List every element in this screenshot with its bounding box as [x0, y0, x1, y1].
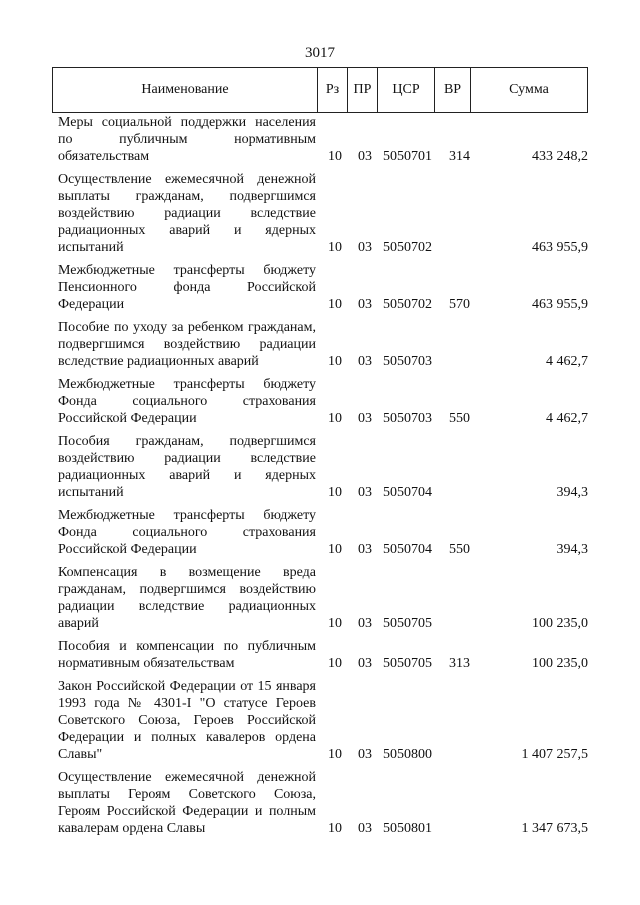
table-row: [58, 433, 588, 501]
row-name: Меры социальной поддержки населения по публичным нормативным обязательствам: [58, 115, 316, 164]
row-name: Пособия гражданам, подвергшимся воздействию радиации вследствие радиационных аварий и ядерных испытаний: [58, 434, 316, 500]
row-sum: 463 955,9: [532, 240, 588, 255]
page-number: 3017: [305, 45, 335, 61]
row-name: Закон Российской Федерации от 15 января 1993 года № 4301-I "О статусе Героев Советского Союза, Героев Российской Федерации и полных кавалеров ордена Славы": [58, 679, 316, 762]
row-csr: 5050701: [383, 149, 432, 164]
table-row: [58, 114, 588, 165]
row-csr: 5050702: [383, 297, 432, 312]
row-name: Межбюджетные трансферты бюджету Фонда социального страхования Российской Федерации: [58, 377, 316, 426]
row-sum: 4 462,7: [546, 354, 588, 369]
row-csr: 5050702: [383, 240, 432, 255]
row-vr: 550: [449, 411, 470, 426]
column-header-sum: Сумма: [509, 82, 549, 97]
table-row: [58, 507, 588, 558]
row-rz: 10: [328, 149, 342, 164]
row-name: Межбюджетные трансферты бюджету Пенсионного фонда Российской Федерации: [58, 263, 316, 312]
row-rz: 10: [328, 747, 342, 762]
row-pr: 03: [358, 240, 372, 255]
row-pr: 03: [358, 354, 372, 369]
row-sum: 1 347 673,5: [521, 821, 588, 836]
row-pr: 03: [358, 616, 372, 631]
row-csr: 5050801: [383, 821, 432, 836]
row-sum: 100 235,0: [532, 616, 588, 631]
row-pr: 03: [358, 542, 372, 557]
table-header: [52, 67, 588, 113]
row-rz: 10: [328, 542, 342, 557]
row-csr: 5050703: [383, 411, 432, 426]
row-vr: 550: [449, 542, 470, 557]
table-row: [58, 376, 588, 427]
row-csr: 5050704: [383, 542, 432, 557]
row-pr: 03: [358, 821, 372, 836]
row-vr: 313: [449, 656, 470, 671]
row-vr: 570: [449, 297, 470, 312]
row-name: Осуществление ежемесячной денежной выплаты гражданам, подвергшимся воздействию радиации вследствие радиационных аварий и ядерных испытаний: [58, 172, 316, 255]
row-pr: 03: [358, 485, 372, 500]
row-rz: 10: [328, 656, 342, 671]
column-header-pr: ПР: [348, 68, 378, 112]
row-rz: 10: [328, 411, 342, 426]
row-sum: 463 955,9: [532, 297, 588, 312]
row-rz: 10: [328, 240, 342, 255]
row-sum: 4 462,7: [546, 411, 588, 426]
table-body: [58, 114, 588, 837]
row-rz: 10: [328, 485, 342, 500]
column-header-name: Наименование: [53, 68, 318, 112]
row-pr: 03: [358, 411, 372, 426]
row-sum: 433 248,2: [532, 149, 588, 164]
table-row: [58, 638, 588, 672]
row-csr: 5050704: [383, 485, 432, 500]
row-csr: 5050705: [383, 656, 432, 671]
row-rz: 10: [328, 821, 342, 836]
table-row: [58, 171, 588, 256]
row-name: Пособие по уходу за ребенком гражданам, подвергшимся воздействию радиации вследствие радиационных аварий: [58, 320, 316, 369]
row-sum: 394,3: [556, 542, 588, 557]
row-rz: 10: [328, 616, 342, 631]
row-name: Компенсация в возмещение вреда гражданам, подвергшимся воздействию радиации вследствие радиационных аварий: [58, 565, 316, 631]
column-header-vr: ВР: [435, 68, 471, 112]
row-name: Пособия и компенсации по публичным нормативным обязательствам: [58, 639, 316, 671]
column-header-rz: Рз: [318, 68, 348, 112]
table-row: [58, 678, 588, 763]
row-csr: 5050800: [383, 747, 432, 762]
row-pr: 03: [358, 747, 372, 762]
row-sum: 394,3: [556, 485, 588, 500]
column-header-csr: ЦСР: [378, 68, 435, 112]
row-pr: 03: [358, 149, 372, 164]
row-pr: 03: [358, 297, 372, 312]
row-name: Осуществление ежемесячной денежной выплаты Героям Советского Союза, Героям Российской Федерации и полным кавалерам ордена Славы: [58, 770, 316, 836]
row-sum: 100 235,0: [532, 656, 588, 671]
row-rz: 10: [328, 297, 342, 312]
row-name: Межбюджетные трансферты бюджету Фонда социального страхования Российской Федерации: [58, 508, 316, 557]
row-csr: 5050703: [383, 354, 432, 369]
row-sum: 1 407 257,5: [521, 747, 588, 762]
table-row: [58, 262, 588, 313]
table-row: [58, 319, 588, 370]
table-row: [58, 564, 588, 632]
row-pr: 03: [358, 656, 372, 671]
row-csr: 5050705: [383, 616, 432, 631]
row-vr: 314: [449, 149, 470, 164]
table-row: [58, 769, 588, 837]
row-rz: 10: [328, 354, 342, 369]
